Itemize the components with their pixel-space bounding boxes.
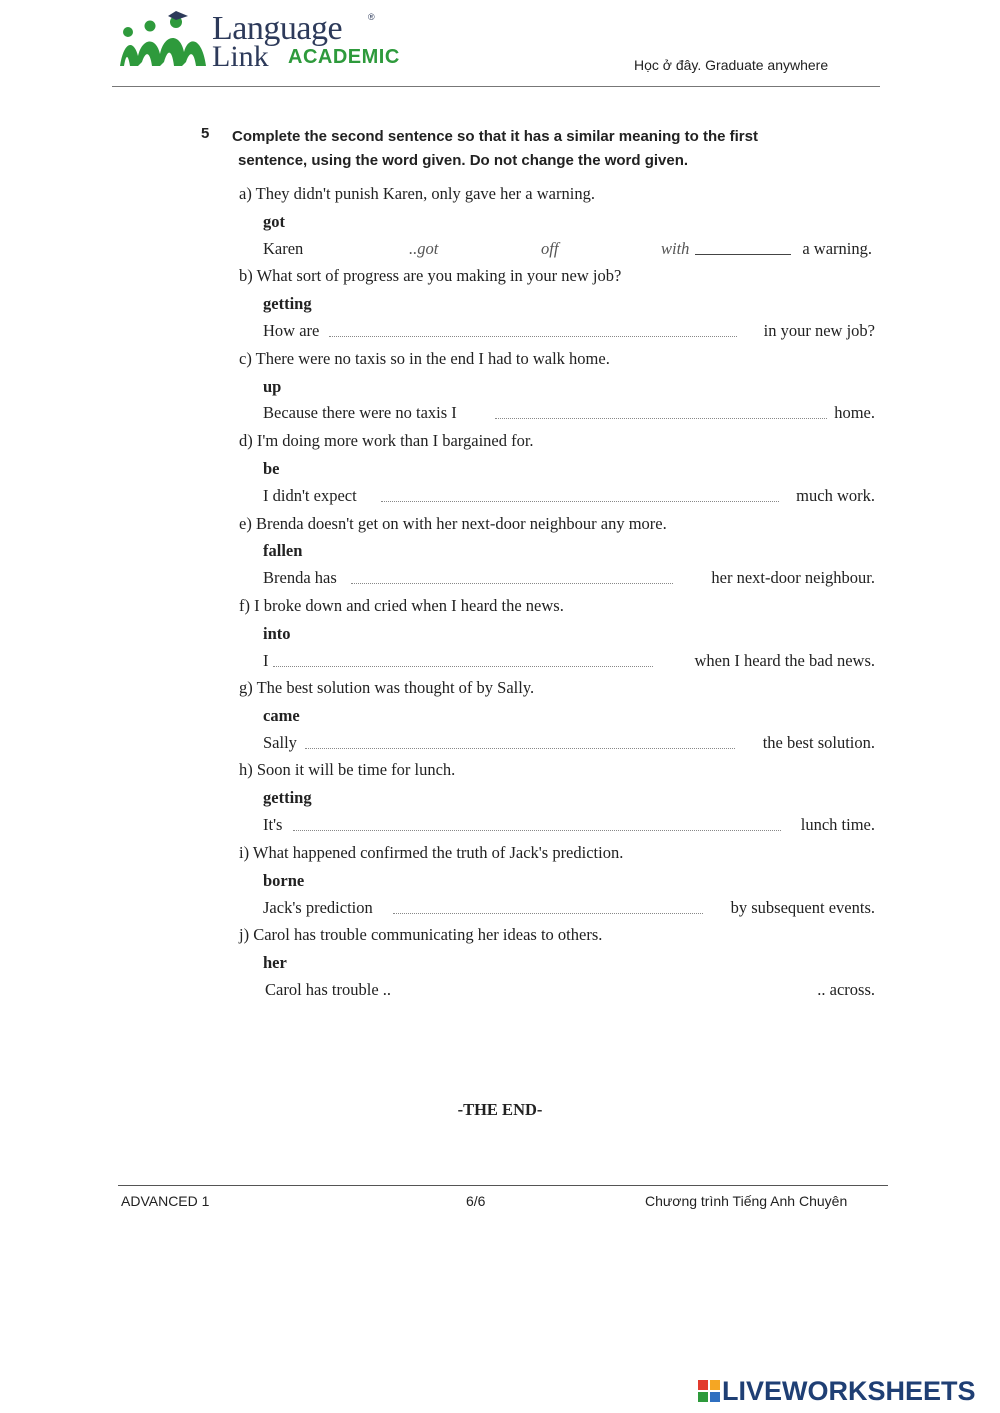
- item-a-answer-line: [263, 239, 875, 261]
- exercise-instruction: [232, 125, 852, 173]
- item-g-answer-line: [263, 733, 875, 755]
- item-c-blank[interactable]: [495, 418, 827, 419]
- logo-word-academic: ACADEMIC: [288, 46, 400, 68]
- item-a-filled-word-2: off: [541, 239, 559, 258]
- item-h-keyword: getting: [263, 788, 312, 807]
- footer-page-number: 6/6: [466, 1193, 486, 1209]
- item-e-answer-line: [263, 568, 875, 590]
- item-c-answer-line: [263, 403, 875, 425]
- logo-word-link: Link: [212, 40, 269, 73]
- item-e-end: her next-door neighbour.: [711, 568, 875, 587]
- item-f-start: I: [263, 651, 269, 670]
- instruction-line-2: sentence, using the word given. Do not change the word given.: [238, 152, 689, 169]
- item-h-blank[interactable]: [293, 830, 781, 831]
- item-b-sentence: b) What sort of progress are you making in your new job?: [239, 266, 622, 285]
- item-g-blank[interactable]: [305, 748, 735, 749]
- item-g-keyword: came: [263, 706, 300, 725]
- instruction-line-1: Complete the second sentence so that it has a similar meaning to the first: [232, 128, 758, 145]
- footer-divider: [118, 1185, 888, 1186]
- the-end-label: -THE END-: [457, 1100, 543, 1119]
- item-d-keyword: be: [263, 459, 280, 478]
- footer-program: Chương trình Tiếng Anh Chuyên: [645, 1193, 848, 1209]
- item-h-answer-line: [263, 815, 875, 837]
- item-a-keyword: got: [263, 212, 285, 231]
- item-c-start: Because there were no taxis I: [263, 403, 457, 422]
- item-h-end: lunch time.: [800, 815, 875, 834]
- item-g-sentence: g) The best solution was thought of by Sally.: [239, 678, 535, 697]
- item-h-sentence: h) Soon it will be time for lunch.: [239, 760, 456, 779]
- header-tagline: Học ở đây. Graduate anywhere: [634, 57, 829, 73]
- item-b-end: in your new job?: [763, 321, 875, 340]
- language-link-logo: [118, 10, 400, 73]
- people-logo-icon: [118, 10, 210, 68]
- item-a-start: Karen: [263, 239, 304, 258]
- liveworksheets-watermark: LIVEWORKSHEETS: [722, 1376, 976, 1406]
- item-i-end: by subsequent events.: [730, 898, 875, 917]
- item-c-sentence: c) There were no taxis so in the end I had to walk home.: [239, 349, 610, 368]
- item-i-blank[interactable]: [393, 913, 703, 914]
- item-j-answer-line: [263, 980, 875, 1002]
- item-d-start: I didn't expect: [263, 486, 357, 505]
- item-a-filled-word-1: ..got: [409, 239, 439, 258]
- item-e-blank[interactable]: [351, 583, 673, 584]
- item-b-start: How are: [263, 321, 320, 340]
- item-i-keyword: borne: [263, 871, 305, 890]
- item-a-sentence: a) They didn't punish Karen, only gave her a warning.: [239, 184, 595, 203]
- item-c-end: home.: [834, 403, 875, 422]
- logo-registered-mark: ®: [368, 12, 375, 22]
- item-e-start: Brenda has: [263, 568, 337, 587]
- item-f-blank[interactable]: [273, 666, 653, 667]
- item-a-end: a warning.: [802, 239, 872, 258]
- item-b-blank[interactable]: [329, 336, 737, 337]
- item-i-start: Jack's prediction: [263, 898, 373, 917]
- item-j-keyword: her: [263, 953, 287, 972]
- item-d-end: much work.: [796, 486, 875, 505]
- item-c-keyword: up: [263, 377, 282, 396]
- item-g-start: Sally: [263, 733, 297, 752]
- liveworksheets-badge-icon: [698, 1380, 720, 1402]
- item-f-sentence: f) I broke down and cried when I heard the news.: [239, 596, 564, 615]
- item-d-blank[interactable]: [381, 501, 779, 502]
- exercise-number: 5: [201, 125, 210, 142]
- item-i-answer-line: [263, 898, 875, 920]
- item-f-keyword: into: [263, 624, 291, 643]
- item-b-answer-line: [263, 321, 875, 343]
- item-j-sentence: j) Carol has trouble communicating her ideas to others.: [239, 925, 603, 944]
- item-a-blank[interactable]: [695, 254, 791, 255]
- item-h-start: It's: [263, 815, 283, 834]
- item-g-end: the best solution.: [762, 733, 875, 752]
- logo-word-language: Language: [212, 10, 343, 47]
- item-j-end: .. across.: [817, 980, 875, 999]
- item-d-sentence: d) I'm doing more work than I bargained for.: [239, 431, 534, 450]
- item-e-keyword: fallen: [263, 541, 303, 560]
- item-d-answer-line: [263, 486, 875, 508]
- footer-level: ADVANCED 1: [121, 1193, 210, 1209]
- item-i-sentence: i) What happened confirmed the truth of Jack's prediction.: [239, 843, 624, 862]
- item-f-answer-line: [263, 651, 875, 673]
- header-divider: [112, 86, 880, 87]
- item-f-end: when I heard the bad news.: [694, 651, 875, 670]
- item-j-start: Carol has trouble ..: [265, 980, 392, 999]
- item-e-sentence: e) Brenda doesn't get on with her next-door neighbour any more.: [239, 514, 667, 533]
- item-b-keyword: getting: [263, 294, 312, 313]
- item-a-filled-word-3: with: [661, 239, 690, 258]
